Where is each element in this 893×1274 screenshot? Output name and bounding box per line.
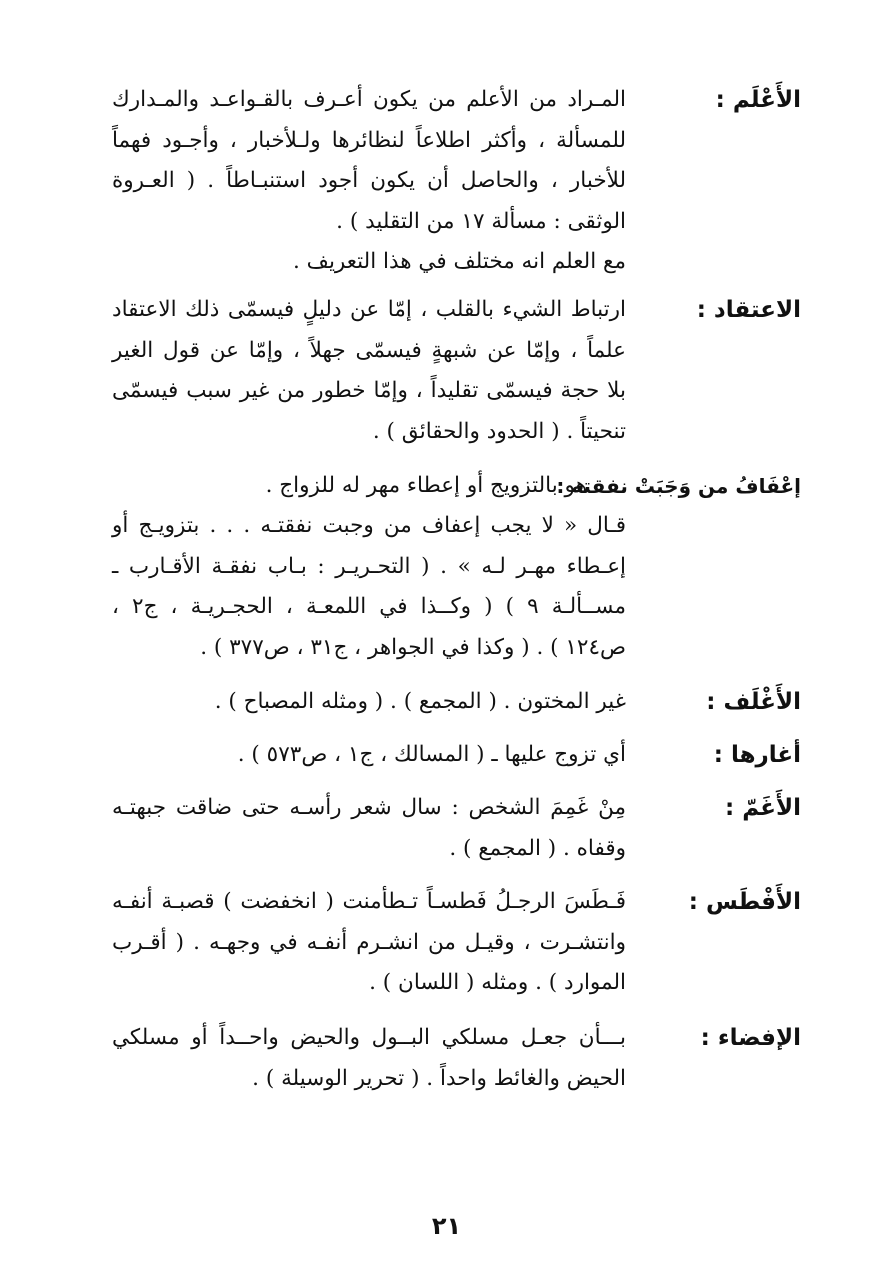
definition-line: هو بالتزويج أو إعطاء مهر له للزواج . bbox=[265, 473, 587, 498]
entry-definition bbox=[112, 1018, 626, 1099]
entry-term: الاعتقاد : bbox=[696, 297, 801, 323]
entry-term: أغارها : bbox=[713, 742, 801, 768]
entry-term: الأَغْلَف : bbox=[706, 689, 801, 715]
entry-definition bbox=[112, 788, 626, 869]
definition-line: فَـطَسَ الرجـلُ فَطسـاً تـطأمنت ( انخفضت ) قصبـة أنفـه bbox=[112, 889, 626, 914]
definition-line: أي تزوج عليها ـ ( المسالك ، ج١ ، ص٥٧٣ ) . bbox=[237, 742, 626, 767]
entry-definition bbox=[112, 80, 626, 283]
definition-line: الوثقى : مسألة ١٧ من التقليد ) . bbox=[336, 208, 626, 234]
entry-definition bbox=[112, 682, 626, 723]
entry-term: الأَفْطَس : bbox=[688, 889, 801, 915]
definition-line: علماً ، وإمّا عن شبهةٍ فيسمّى جهلاً ، وإمّا عن قول الغير bbox=[112, 337, 626, 363]
definition-line: بـــأن جعـل مسلكي البــول والحيض واحــداً أو مسلكي bbox=[112, 1025, 626, 1050]
definition-line: مع العلم انه مختلف في هذا التعريف . bbox=[293, 249, 626, 274]
definition-line: للمسألة ، وأكثر اطلاعاً لنظائرها ولـلأخبار ، وأجـود فهماً bbox=[112, 127, 626, 153]
definition-line: بلا حجة فيسمّى تقليداً ، وإمّا خطور من غير سبب فيسمّى bbox=[112, 378, 626, 403]
entry-definition bbox=[112, 882, 626, 1004]
definition-line: إعـطاء مهـر لـه » . ( التحـريـر : بـاب نفقـة الأقـارب ـ bbox=[112, 553, 626, 579]
definition-line: للأخبار ، والحاصل أن يكون أجود استنبـاطاً . ( العـروة bbox=[112, 168, 626, 193]
definition-line: الحيض والغائط واحداً . ( تحرير الوسيلة ) . bbox=[252, 1065, 626, 1091]
definition-line: ص١٢٤ ) . ( وكذا في الجواهر ، ج٣١ ، ص٣٧٧ ) . bbox=[200, 634, 626, 660]
definition-line: مِنْ غَمِمَ الشخص : سال شعر رأسـه حتى ضاقت جبهتـه bbox=[112, 795, 626, 820]
entry-term: الإفضاء : bbox=[700, 1025, 801, 1051]
entry-continuation bbox=[112, 506, 626, 668]
definition-line: المـراد من الأعلم من يكون أعـرف بالقـواعـد والمـدارك bbox=[112, 87, 626, 112]
definition-line: وانتشـرت ، وقيـل من انشـرم أنفـه في وجهـه . ( أقـرب bbox=[112, 929, 626, 955]
entry-term: إعْفَافُ من وَجَبَتْ نفقته : bbox=[556, 474, 801, 498]
entry-definition bbox=[112, 735, 626, 776]
definition-line: وقفاه . ( المجمع ) . bbox=[449, 835, 626, 861]
definition-line: غير المختون . ( المجمع ) . ( ومثله المصباح ) . bbox=[214, 689, 626, 714]
page-number: ٢١ bbox=[431, 1212, 462, 1240]
entry-term: الأَعْلَم : bbox=[715, 87, 801, 113]
definition-line: مســألـة ٩ ) ( وكــذا في اللمعـة ، الحجـريـة ، ج٢ ، bbox=[112, 594, 626, 619]
entry-definition bbox=[112, 466, 587, 507]
definition-line: الموارد ) . ومثله ( اللسان ) . bbox=[369, 970, 626, 995]
definition-line: قـال « لا يجب إعفاف من وجبت نفقتـه . . . بتزويـج أو bbox=[112, 513, 626, 538]
entry-term: الأَغَمّ : bbox=[725, 795, 801, 821]
entry-definition bbox=[112, 290, 626, 452]
definition-line: ارتباط الشيء بالقلب ، إمّا عن دليلٍ فيسمّى ذلك الاعتقاد bbox=[112, 297, 626, 322]
definition-line: تنحيتاً . ( الحدود والحقائق ) . bbox=[372, 418, 626, 444]
